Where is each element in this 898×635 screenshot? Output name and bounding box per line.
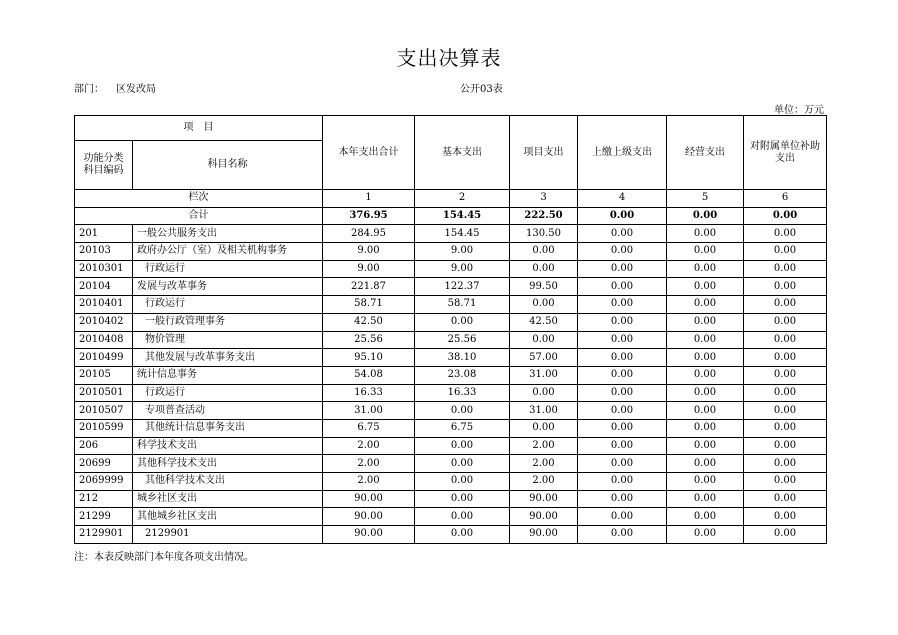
table-cell: 25.56 (415, 331, 510, 349)
subject-name: 发展与改革事务 (133, 278, 323, 296)
footnote: 注：本表反映部门本年度各项支出情况。 (74, 552, 254, 563)
table-row (75, 243, 827, 261)
subject-code: 2010501 (75, 384, 133, 402)
table-cell: 0.00 (744, 296, 827, 314)
table-cell: 0.00 (578, 419, 667, 437)
subject-name: 其他城乡社区支出 (133, 508, 323, 526)
table-row (75, 473, 827, 491)
table-cell: 0.00 (667, 437, 744, 455)
table-cell: 0.00 (578, 207, 667, 225)
column-index: 1 (323, 190, 415, 208)
table-cell: 9.00 (323, 260, 415, 278)
table-cell: 9.00 (415, 260, 510, 278)
total-label: 合计 (75, 207, 323, 225)
table-cell: 0.00 (578, 313, 667, 331)
table-cell: 0.00 (744, 349, 827, 367)
subject-name: 其他科学技术支出 (133, 473, 323, 491)
table-cell: 2.00 (323, 473, 415, 491)
table-cell: 2.00 (510, 455, 578, 473)
table-cell: 6.75 (415, 419, 510, 437)
table-cell: 0.00 (578, 437, 667, 455)
column-index: 4 (578, 190, 667, 208)
column-index-row (75, 190, 827, 208)
table-cell: 0.00 (744, 455, 827, 473)
table-cell: 284.95 (323, 225, 415, 243)
subject-name: 行政运行 (133, 260, 323, 278)
table-cell: 130.50 (510, 225, 578, 243)
table-cell: 0.00 (578, 366, 667, 384)
table-cell: 2.00 (510, 437, 578, 455)
table-cell: 0.00 (667, 490, 744, 508)
table-cell: 0.00 (667, 366, 744, 384)
table-cell: 58.71 (323, 296, 415, 314)
table-cell: 0.00 (744, 313, 827, 331)
column-index: 2 (415, 190, 510, 208)
department-info (74, 80, 156, 95)
table-cell: 58.71 (415, 296, 510, 314)
table-cell: 0.00 (510, 384, 578, 402)
table-cell: 0.00 (415, 455, 510, 473)
table-row (75, 526, 827, 544)
table-cell: 57.00 (510, 349, 578, 367)
table-row (75, 278, 827, 296)
table-row (75, 225, 827, 243)
table-cell: 6.75 (323, 419, 415, 437)
header-basic-expenditure: 基本支出 (415, 116, 510, 190)
subject-code: 2010499 (75, 349, 133, 367)
row-index-label: 栏次 (75, 190, 323, 208)
table-cell: 42.50 (323, 313, 415, 331)
table-cell: 122.37 (415, 278, 510, 296)
table-cell: 0.00 (667, 526, 744, 544)
table-row (75, 384, 827, 402)
subject-code: 20105 (75, 366, 133, 384)
table-cell: 90.00 (323, 526, 415, 544)
table-cell: 90.00 (323, 490, 415, 508)
expenditure-table (74, 115, 827, 544)
table-cell: 0.00 (744, 225, 827, 243)
subject-code: 2010401 (75, 296, 133, 314)
table-cell: 221.87 (323, 278, 415, 296)
table-cell: 0.00 (510, 419, 578, 437)
table-cell: 0.00 (578, 243, 667, 261)
department-label: 部门： (74, 84, 104, 95)
table-cell: 0.00 (744, 384, 827, 402)
table-cell: 0.00 (667, 349, 744, 367)
subject-name: 科学技术支出 (133, 437, 323, 455)
header-operating-expenditure: 经营支出 (667, 116, 744, 190)
table-cell: 90.00 (510, 526, 578, 544)
table-cell: 0.00 (667, 331, 744, 349)
table-row (75, 349, 827, 367)
table-row (75, 296, 827, 314)
table-cell: 0.00 (744, 473, 827, 491)
table-cell: 0.00 (510, 260, 578, 278)
table-cell: 0.00 (744, 207, 827, 225)
table-cell: 95.10 (323, 349, 415, 367)
table-cell: 154.45 (415, 207, 510, 225)
table-cell: 0.00 (667, 384, 744, 402)
table-cell: 0.00 (578, 296, 667, 314)
table-row (75, 260, 827, 278)
subject-code: 2010301 (75, 260, 133, 278)
table-cell: 42.50 (510, 313, 578, 331)
table-cell: 0.00 (578, 331, 667, 349)
table-row (75, 331, 827, 349)
table-cell: 0.00 (744, 419, 827, 437)
table-row (75, 508, 827, 526)
table-cell: 0.00 (667, 473, 744, 491)
table-cell: 0.00 (578, 455, 667, 473)
subject-name: 一般公共服务支出 (133, 225, 323, 243)
header-total-expenditure: 本年支出合计 (323, 116, 415, 190)
table-cell: 0.00 (667, 207, 744, 225)
table-row (75, 490, 827, 508)
table-cell: 0.00 (744, 260, 827, 278)
table-cell: 0.00 (578, 225, 667, 243)
table-cell: 0.00 (667, 260, 744, 278)
table-row (75, 366, 827, 384)
subject-code: 2010408 (75, 331, 133, 349)
header-row (75, 116, 827, 141)
table-cell: 0.00 (510, 243, 578, 261)
table-cell: 0.00 (415, 313, 510, 331)
subject-name: 其他统计信息事务支出 (133, 419, 323, 437)
table-cell: 0.00 (510, 331, 578, 349)
table-cell: 2.00 (510, 473, 578, 491)
subject-name: 行政运行 (133, 296, 323, 314)
subject-name: 城乡社区支出 (133, 490, 323, 508)
table-cell: 0.00 (415, 508, 510, 526)
table-cell: 9.00 (323, 243, 415, 261)
table-cell: 0.00 (744, 243, 827, 261)
table-cell: 0.00 (415, 437, 510, 455)
header-func-code: 功能分类科目编码 (75, 141, 133, 190)
table-cell: 0.00 (667, 243, 744, 261)
table-cell: 0.00 (578, 508, 667, 526)
subject-code: 20699 (75, 455, 133, 473)
table-cell: 0.00 (415, 490, 510, 508)
subject-name: 2129901 (133, 526, 323, 544)
header-project-expenditure: 项目支出 (510, 116, 578, 190)
table-cell: 0.00 (744, 437, 827, 455)
table-cell: 0.00 (744, 278, 827, 296)
table-cell: 154.45 (415, 225, 510, 243)
table-row (75, 455, 827, 473)
table-cell: 0.00 (744, 508, 827, 526)
column-index: 3 (510, 190, 578, 208)
subject-code: 21299 (75, 508, 133, 526)
header-project: 项 目 (75, 116, 323, 141)
table-cell: 0.00 (667, 296, 744, 314)
table-cell: 90.00 (510, 508, 578, 526)
table-cell: 0.00 (744, 331, 827, 349)
table-cell: 0.00 (578, 278, 667, 296)
table-cell: 31.00 (510, 366, 578, 384)
table-row (75, 402, 827, 420)
table-cell: 25.56 (323, 331, 415, 349)
table-cell: 23.08 (415, 366, 510, 384)
column-index: 5 (667, 190, 744, 208)
subject-name: 物价管理 (133, 331, 323, 349)
table-cell: 2.00 (323, 455, 415, 473)
subject-name: 其他发展与改革事务支出 (133, 349, 323, 367)
total-row (75, 207, 827, 225)
table-cell: 0.00 (415, 473, 510, 491)
table-cell: 90.00 (323, 508, 415, 526)
table-cell: 0.00 (578, 490, 667, 508)
subject-code: 20103 (75, 243, 133, 261)
department-name: 区发改局 (116, 84, 156, 95)
subject-code: 212 (75, 490, 133, 508)
table-cell: 31.00 (510, 402, 578, 420)
page-title: 支出决算表 (396, 46, 502, 70)
table-cell: 0.00 (578, 384, 667, 402)
table-cell: 54.08 (323, 366, 415, 384)
table-cell: 9.00 (415, 243, 510, 261)
table-cell: 38.10 (415, 349, 510, 367)
table-cell: 0.00 (578, 402, 667, 420)
subject-code: 2010402 (75, 313, 133, 331)
subject-name: 行政运行 (133, 384, 323, 402)
subject-name: 一般行政管理事务 (133, 313, 323, 331)
table-cell: 0.00 (667, 313, 744, 331)
table-cell: 16.33 (415, 384, 510, 402)
subject-code: 2069999 (75, 473, 133, 491)
table-cell: 376.95 (323, 207, 415, 225)
table-row (75, 437, 827, 455)
table-cell: 99.50 (510, 278, 578, 296)
header-remit-superior: 上缴上级支出 (578, 116, 667, 190)
table-cell: 222.50 (510, 207, 578, 225)
subject-code: 2129901 (75, 526, 133, 544)
table-cell: 0.00 (667, 419, 744, 437)
table-cell: 0.00 (578, 526, 667, 544)
table-row (75, 313, 827, 331)
table-cell: 0.00 (578, 260, 667, 278)
table-code: 公开03表 (460, 84, 503, 95)
table-row (75, 419, 827, 437)
table-cell: 2.00 (323, 437, 415, 455)
table-cell: 0.00 (415, 402, 510, 420)
table-cell: 0.00 (578, 473, 667, 491)
header-subsidiary-subsidy: 对附属单位补助支出 (744, 116, 827, 190)
table-cell: 0.00 (744, 490, 827, 508)
table-cell: 0.00 (667, 402, 744, 420)
column-index: 6 (744, 190, 827, 208)
table-cell: 0.00 (667, 455, 744, 473)
table-cell: 31.00 (323, 402, 415, 420)
table-cell: 0.00 (578, 349, 667, 367)
table-cell: 0.00 (667, 278, 744, 296)
table-cell: 0.00 (744, 366, 827, 384)
subject-name: 专项普查活动 (133, 402, 323, 420)
subject-code: 2010507 (75, 402, 133, 420)
table-cell: 90.00 (510, 490, 578, 508)
table-cell: 0.00 (667, 508, 744, 526)
unit-label: 单位：万元 (774, 105, 824, 116)
subject-name: 其他科学技术支出 (133, 455, 323, 473)
subject-code: 20104 (75, 278, 133, 296)
subject-name: 政府办公厅（室）及相关机构事务 (133, 243, 323, 261)
subject-code: 201 (75, 225, 133, 243)
subject-code: 206 (75, 437, 133, 455)
table-cell: 16.33 (323, 384, 415, 402)
table-cell: 0.00 (415, 526, 510, 544)
subject-code: 2010599 (75, 419, 133, 437)
table-cell: 0.00 (510, 296, 578, 314)
table-cell: 0.00 (744, 402, 827, 420)
table-cell: 0.00 (744, 526, 827, 544)
subject-name: 统计信息事务 (133, 366, 323, 384)
header-subject-name: 科目名称 (133, 141, 323, 190)
table-cell: 0.00 (667, 225, 744, 243)
